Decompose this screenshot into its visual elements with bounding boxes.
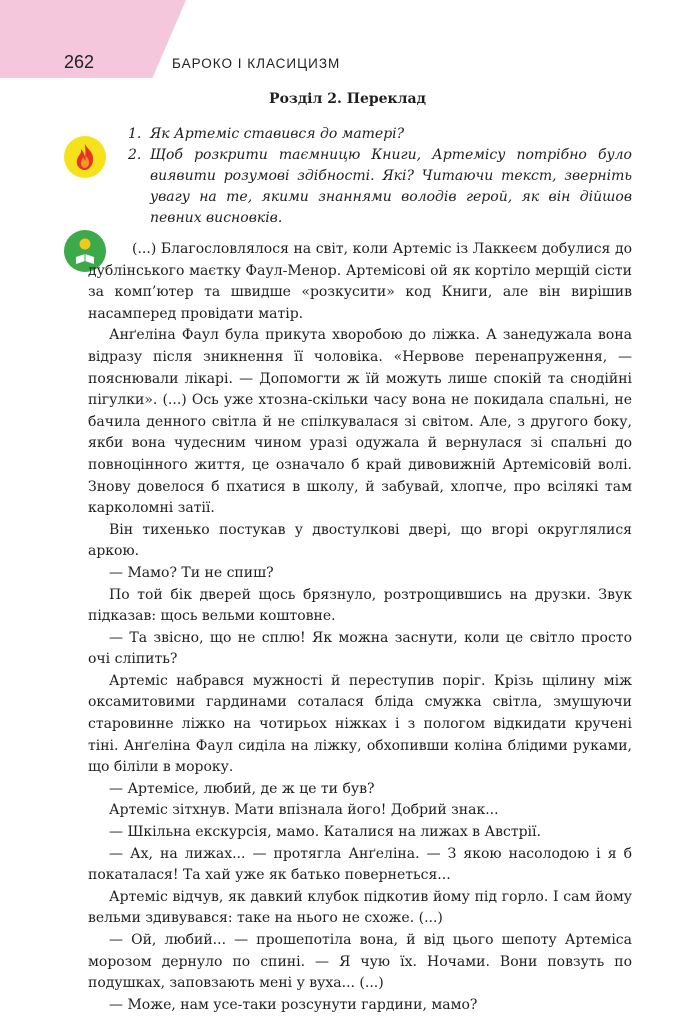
- questions-list: [128, 124, 632, 229]
- paragraph: — Артемісе, любий, де ж це ти був?: [109, 780, 375, 797]
- paragraph: — Може, нам усе-таки розсунути гардини, мамо?: [109, 996, 478, 1013]
- question-text: Щоб розкрити таємницю Книги, Артемісу потрібно було виявити розумові здібності. Які? Читаючи текст, зверніть увагу на те, якими знаннями володів герой, як він дійшов певних висновків.: [150, 147, 632, 226]
- question-number: 2.: [128, 147, 142, 163]
- paragraph: Артеміс відчув, як давкий клубок підкотив йому під горло. І сам йому вельми здивувався: таке на нього не схоже. (...): [88, 888, 632, 927]
- question-number: 1.: [128, 126, 142, 142]
- question-item: [128, 145, 632, 229]
- paragraph: — Ах, на лижах... — протягла Анґеліна. — З якою насолодою і я б покаталася! Та хай уже як батько повернеться...: [88, 845, 632, 884]
- paragraph: — Ой, любий... — прошепотіла вона, й від цього шепоту Артеміса морозом дернуло по спині. — Я чую їх. Ночами. Вони повзуть по подушках, заповзають мені у вуха... (...): [88, 932, 632, 992]
- paragraph: — Та звісно, що не сплю! Як можна заснути, коли це світло просто очі сліпить?: [88, 629, 632, 668]
- page-number: 262: [64, 52, 95, 72]
- paragraph: Артеміс набрався мужності й переступив поріг. Крізь щілину між оксамитовими гардинами соталася бліда смужка світла, змушуючи старовинне ліжко на чотирьох ніжках і з пологом відкидати кручені тіні. Анґеліна Фаул сиділа на ліжку, обхопивши коліна блідими руками, що біліли в мороку.: [88, 672, 632, 776]
- paragraph: Анґеліна Фаул була прикута хворобою до ліжка. А занедужала вона відразу після зникнення її чоловіка. «Нервове перенапруження, — пояснювали лікарі. — Допомогти ж їй можуть лише спокій та снодійні пігулки». (...) Ось уже хтозна-скільки часу вона не покидала спальні, не бачила денного світла й не спілкувалася зі світом. Але, з другого боку, якби вона чудесним чином уразі одужала й вернулася зі спальні до повноцінного життя, це означало б край дивовижній Артемісовій волі. Знову довелося б пхатися в школу, й забувай, хлопче, про всілякі там карколомні затії.: [88, 327, 632, 517]
- running-header: БАРОКО І КЛАСИЦИЗМ: [172, 56, 341, 71]
- question-text: Як Артеміс ставився до матері?: [150, 126, 405, 142]
- paragraph: — Шкільна екскурсія, мамо. Каталися на лижах в Австрії.: [109, 824, 541, 841]
- paragraph: (...) Благословлялося на світ, коли Артеміс із Лаккеєм добулися до дублінського маєтку Фаул-Менор. Артемісові ой як кортіло мерщій сісти за комп’ютер та швидше «розкусити» код Книги, але він вирішив насамперед провідати матір.: [88, 241, 632, 322]
- paragraph: Артеміс зітхнув. Мати впізнала його! Добрий знак...: [109, 802, 499, 819]
- paragraph: — Мамо? Ти не спиш?: [109, 564, 274, 581]
- section-title: Розділ 2. Переклад: [269, 91, 426, 107]
- story-text: [88, 239, 632, 1016]
- question-item: [128, 124, 632, 145]
- paragraph: Він тихенько постукав у двостулкові двері, що вгорі округлялися аркою.: [88, 521, 632, 560]
- paragraph: По той бік дверей щось брязнуло, розтрощившись на друзки. Звук підказав: щось вельми коштовне.: [88, 586, 632, 625]
- fire-icon: [64, 136, 106, 178]
